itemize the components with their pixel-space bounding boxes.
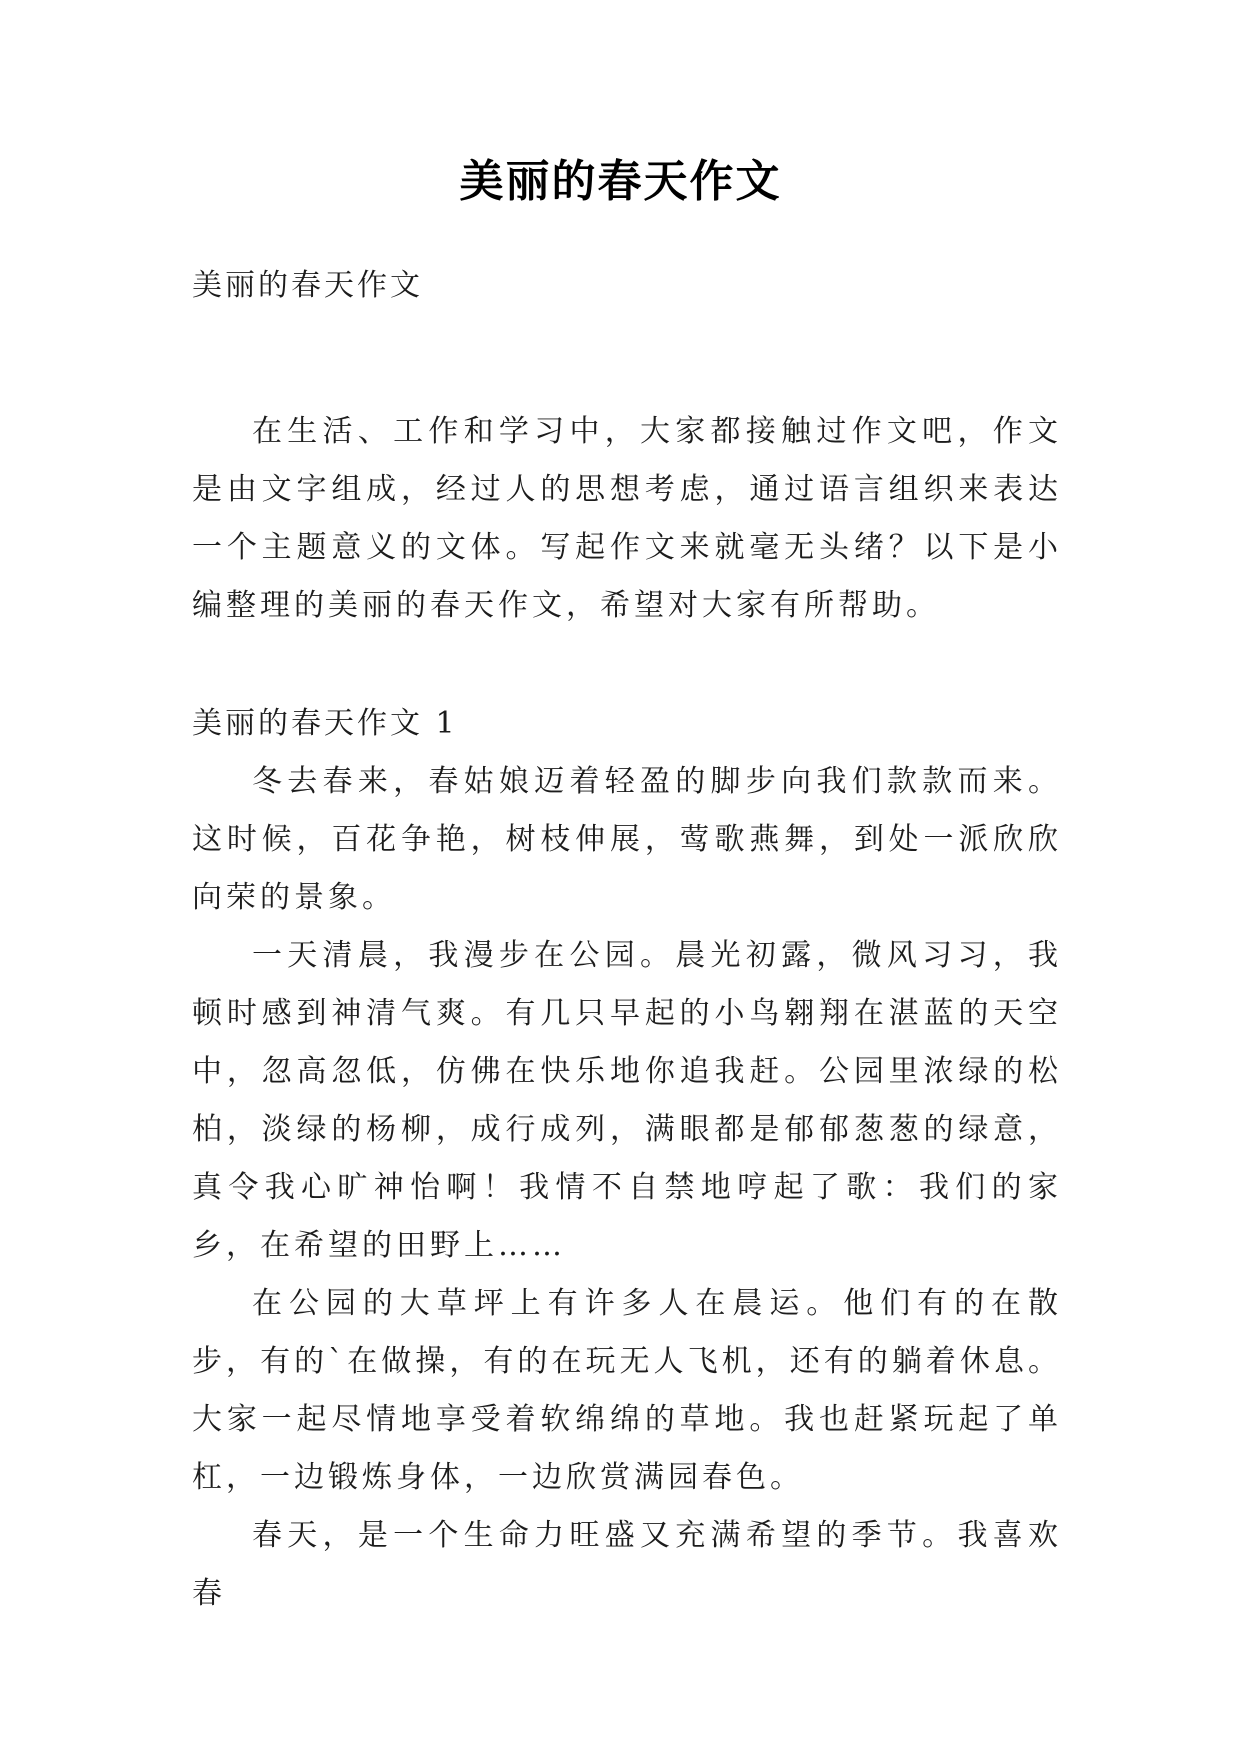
essay-paragraph: 一天清晨，我漫步在公园。晨光初露，微风习习，我顿时感到神清气爽。有几只早起的小鸟翱翔在湛蓝的天空中，忽高忽低，仿佛在快乐地你追我赶。公园里浓绿的松柏，淡绿的杨柳，成行成列，满眼都是郁郁葱葱的绿意，真令我心旷神怡啊！我情不自禁地哼起了歌：我们的家乡，在希望的田野上…… <box>192 938 1062 1263</box>
intro-section <box>192 403 1062 635</box>
document-title: 美丽的春天作文 <box>459 156 782 207</box>
document-subtitle: 美丽的春天作文 <box>192 268 423 303</box>
essay-paragraph: 春天，是一个生命力旺盛又充满希望的季节。我喜欢春 <box>192 1518 1062 1611</box>
essay-paragraph: 在公园的大草坪上有许多人在晨运。他们有的在散步，有的`在做操，有的在玩无人飞机，还有的躺着休息。大家一起尽情地享受着软绵绵的草地。我也赶紧玩起了单杠，一边锻炼身体，一边欣赏满园春色。 <box>192 1286 1062 1495</box>
intro-paragraph: 在生活、工作和学习中，大家都接触过作文吧，作文是由文字组成，经过人的思想考虑，通过语言组织来表达一个主题意义的文体。写起作文来就毫无头绪？以下是小编整理的美丽的春天作文，希望对大家有所帮助。 <box>192 414 1062 623</box>
essay-paragraph: 冬去春来，春姑娘迈着轻盈的脚步向我们款款而来。这时候，百花争艳，树枝伸展，莺歌燕舞，到处一派欣欣向荣的景象。 <box>192 764 1062 915</box>
essay-1-heading: 美丽的春天作文 1 <box>192 706 458 741</box>
essay-1-body <box>192 753 1062 1623</box>
